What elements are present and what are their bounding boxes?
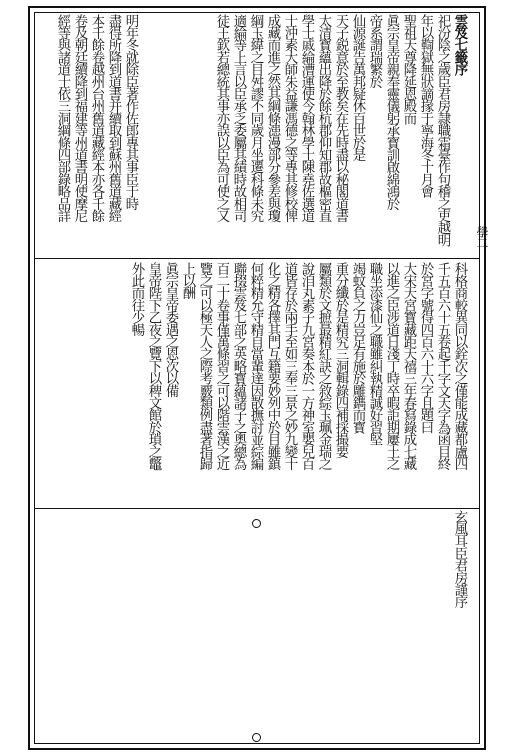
text-column: 仙源誕告萬邦疑休百世於是	[350, 14, 365, 161]
signature-column: 玄風耳臣君房謹序	[452, 510, 467, 608]
text-block-1	[213, 14, 468, 250]
text-column: 科格商較異同以銓次之僅能成藏都盧四	[452, 262, 467, 470]
text-column: 百二十卷事僅萬條習之可以階雲漢之近	[214, 262, 229, 470]
text-column: 於宮字號得四百六十六字且題曰	[418, 262, 433, 433]
text-column: 聖祖天尊降延恩殿而	[401, 14, 416, 124]
binding-mark-top	[252, 519, 261, 528]
text-block-4	[451, 510, 468, 670]
text-column: 帝系謂瑞繁於	[367, 14, 382, 88]
text-column: 化之精各擇其門互籍要妙列中於目雖鎮	[265, 262, 280, 470]
text-column: 本千餘卷越州台州舊道藏經本亦各千餘	[89, 14, 104, 222]
text-column: 職坐添漆仙之職雖糾執精誠好習堅	[367, 262, 382, 445]
text-column: 外此而往少暢	[129, 262, 144, 336]
text-column: 千五百六十五卷起千字文天字為函目終	[435, 262, 450, 470]
section-divider-1	[34, 258, 480, 259]
page-label: 學二	[475, 226, 489, 248]
text-column: 眞宗皇帝委遇之恩次以備	[163, 262, 178, 397]
text-column: 皇帝陛下乙夜之覽下以稗文館於瑣之鼈	[146, 262, 161, 470]
text-column: 祀汾陰之歲臣君房隷職霜臺作句稽之吏越明	[435, 14, 450, 246]
text-column: 覽之可以極天人之際考覈類例盡著指歸	[197, 262, 212, 470]
text-column: 士沖素大師朱益謙馮德之等專其修校俾	[282, 14, 297, 222]
text-column: 大宋天宮寳藏距天禧三年春寫錄成七藏	[401, 262, 416, 470]
text-column: 適綸等上言以臣承乏委屬其績時故相司	[231, 14, 246, 222]
text-column: 明年冬就除臣著作佐郎專其事臣于時	[123, 14, 138, 210]
text-column: 綱玉緯之目舛謬不同歲月坐遷科條未究	[248, 14, 263, 222]
text-column: 盡得所降到道書并續取到蘇州舊道藏經	[106, 14, 121, 222]
text-block-2	[54, 14, 139, 250]
text-column: 徒王欽若總統其事亦誤以臣為可使之又	[214, 14, 229, 222]
text-column: 卷及朝廷續降到福建等州道書明使摩尼	[72, 14, 87, 222]
text-column: 雲笈七籤序	[452, 14, 468, 75]
text-block-3	[128, 262, 468, 496]
text-column: 道皆存於兩手至如三奉三景之妙九變十	[282, 262, 297, 470]
text-column: 太清寳蘊出降於餘杭郡仰知郡故樞密直	[316, 14, 331, 222]
text-column: 眞宗皇帝親奉靈儀躬承寳訓啟綿鴻於	[384, 14, 399, 210]
text-column: 年以鞫獄無狀謫掾于寧海冬十月會	[418, 14, 433, 197]
text-column: 經等與諸道士依三洞綱條四部錄略品詳	[55, 14, 70, 222]
section-divider-2	[34, 508, 480, 509]
text-column: 竭蚊負之力豈足有施於雕鐫而寳	[350, 262, 365, 433]
text-column: 學士戚綸漕運使今翰林學士陳堯佐選道	[299, 14, 314, 222]
text-column: 何粹精允守精自當輩達因散撫討並綜編	[248, 262, 263, 470]
text-column: 重分纖於是精究三洞輯錄四補採撮要	[333, 262, 348, 458]
text-column: 屬類於文摭最精紅訣之敘綜玉珮金瑞之	[316, 262, 331, 470]
text-column: 上以酬	[180, 262, 195, 299]
binding-mark-bottom	[252, 733, 261, 742]
text-column: 成藏而進之然其綱條漶漫部分參差與瓊	[265, 14, 280, 222]
text-column: 天子鋭意於至教矣在先時盡以秘閣道書	[333, 14, 348, 222]
text-column: 聯掇雲笈七部之英略寳蘊諸子之奧總為	[231, 262, 246, 470]
text-column: 以進之臣涉道日淺丁時卒暇詎期屢土之	[384, 262, 399, 470]
text-column: 說洎丸素子九宮奏本於一方神室嬰兒百	[299, 262, 314, 470]
